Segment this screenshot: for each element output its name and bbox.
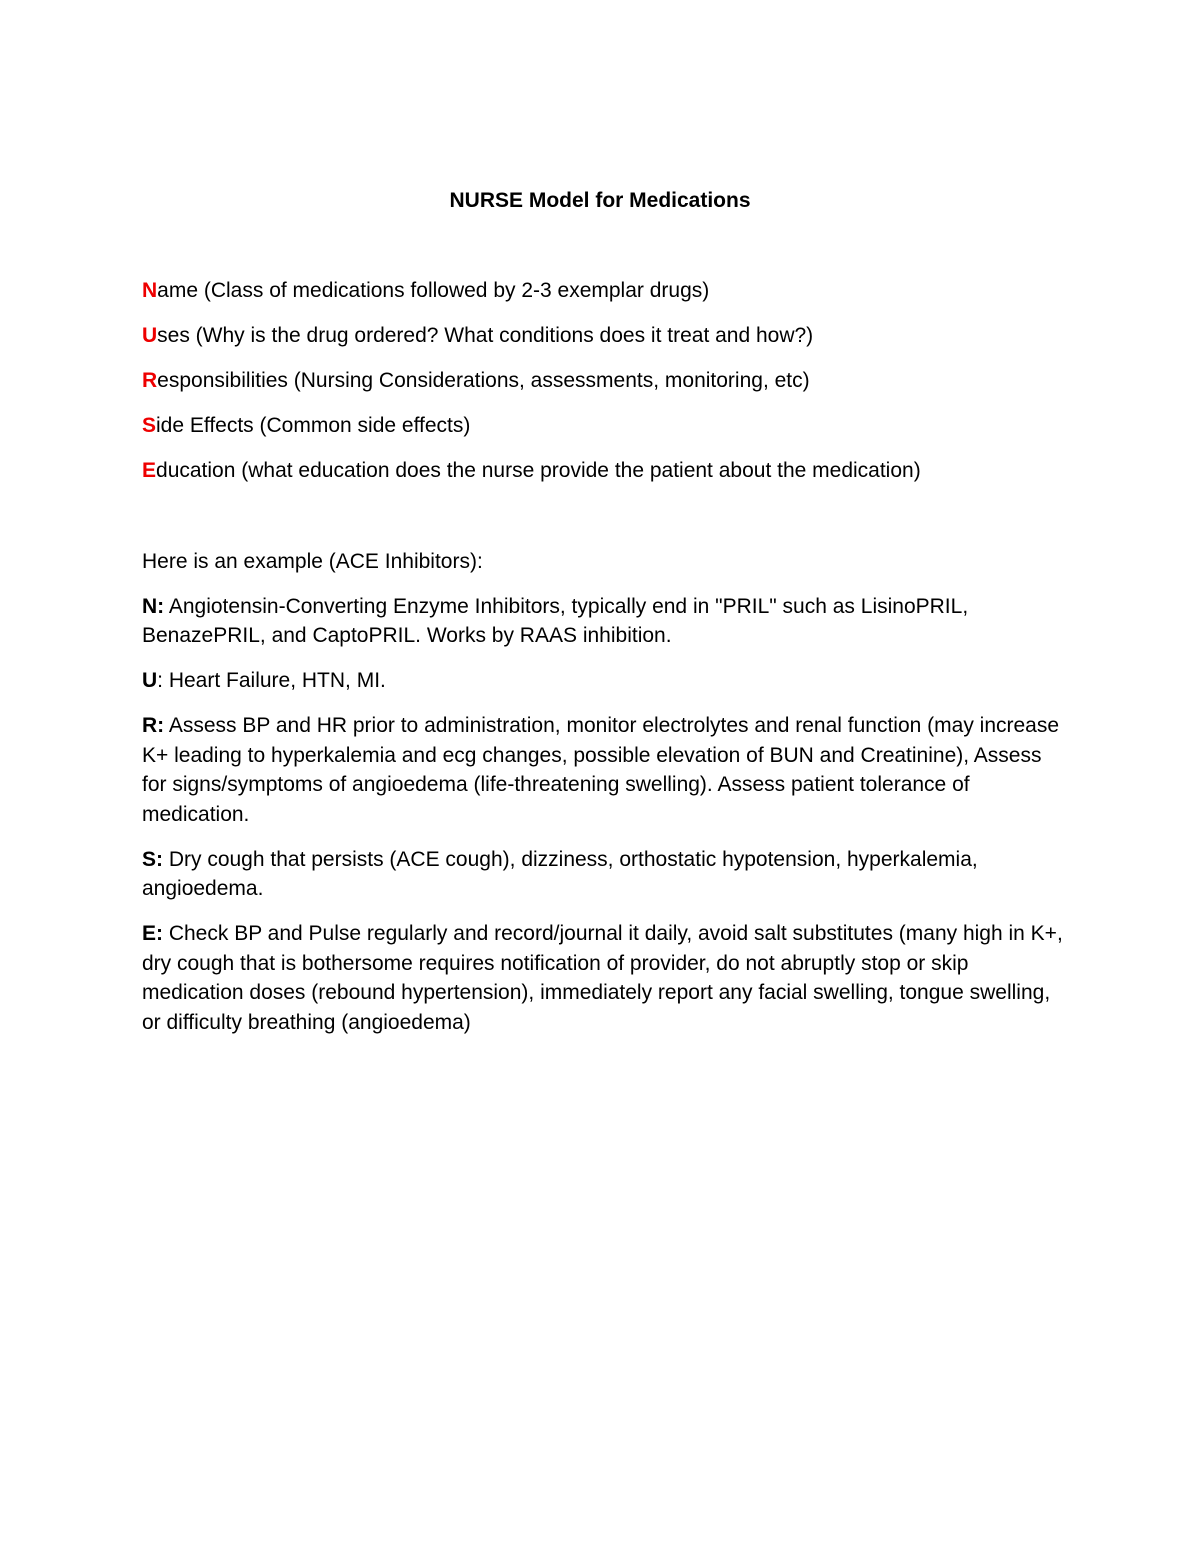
model-description: ame (Class of medications followed by 2-3 exemplar drugs)	[157, 279, 710, 302]
model-description: ses (Why is the drug ordered? What conditions does it treat and how?)	[157, 324, 814, 347]
example-item-side-effects	[142, 845, 1067, 904]
example-item-responsibilities	[142, 711, 1067, 829]
example-key: S:	[142, 847, 163, 871]
model-letter: U	[142, 324, 158, 347]
model-item-side-effects	[142, 411, 1067, 441]
document-title: NURSE Model for Medications	[449, 189, 751, 212]
document-body	[142, 276, 1067, 1053]
example-item-name	[142, 592, 1067, 651]
model-letter: R	[142, 369, 158, 392]
model-description: ducation (what education does the nurse provide the patient about the medication)	[156, 459, 921, 482]
example-text: Angiotensin-Converting Enzyme Inhibitors, typically end in "PRIL" such as LisinoPRIL, BenazePRIL, and CaptoPRIL. Works by RAAS inhibition.	[142, 594, 969, 647]
example-text: : Heart Failure, HTN, MI.	[157, 669, 386, 692]
example-text: Assess BP and HR prior to administration, monitor electrolytes and renal function (may increase K+ leading to hyperkalemia and ecg changes, possible elevation of BUN and Creatinine), Assess for signs/symptoms of angioedema (life-threatening swelling). Assess patient tolerance of medication.	[142, 714, 1060, 826]
model-letter: N	[142, 279, 158, 302]
model-item-uses	[142, 321, 1067, 351]
model-letter: E	[142, 459, 157, 482]
example-intro: Here is an example (ACE Inhibitors):	[142, 549, 483, 573]
model-item-name	[142, 276, 1067, 306]
model-item-responsibilities	[142, 366, 1067, 396]
example-key: E:	[142, 922, 163, 945]
example-text: Dry cough that persists (ACE cough), dizziness, orthostatic hypotension, hyperkalemia, angioedema.	[142, 847, 978, 900]
example-key: R:	[142, 714, 165, 737]
model-letter: S	[142, 414, 157, 437]
model-item-education	[142, 456, 1067, 486]
example-item-education	[142, 919, 1067, 1037]
model-description: ide Effects (Common side effects)	[156, 414, 471, 437]
example-key: N:	[142, 594, 165, 618]
nurse-model-list	[142, 276, 1067, 486]
example-item-uses	[142, 666, 1067, 696]
example-key: U	[142, 669, 158, 692]
model-description: esponsibilities (Nursing Considerations, assessments, monitoring, etc)	[157, 369, 810, 392]
example-text: Check BP and Pulse regularly and record/journal it daily, avoid salt substitutes (many high in K+, dry cough that is bothersome requires notification of provider, do not abruptly stop or skip medication doses (rebound hypertension), immediately report any facial swelling, tongue swelling, or difficulty breathing (angioedema)	[142, 922, 1063, 1034]
example-list	[142, 592, 1067, 1038]
